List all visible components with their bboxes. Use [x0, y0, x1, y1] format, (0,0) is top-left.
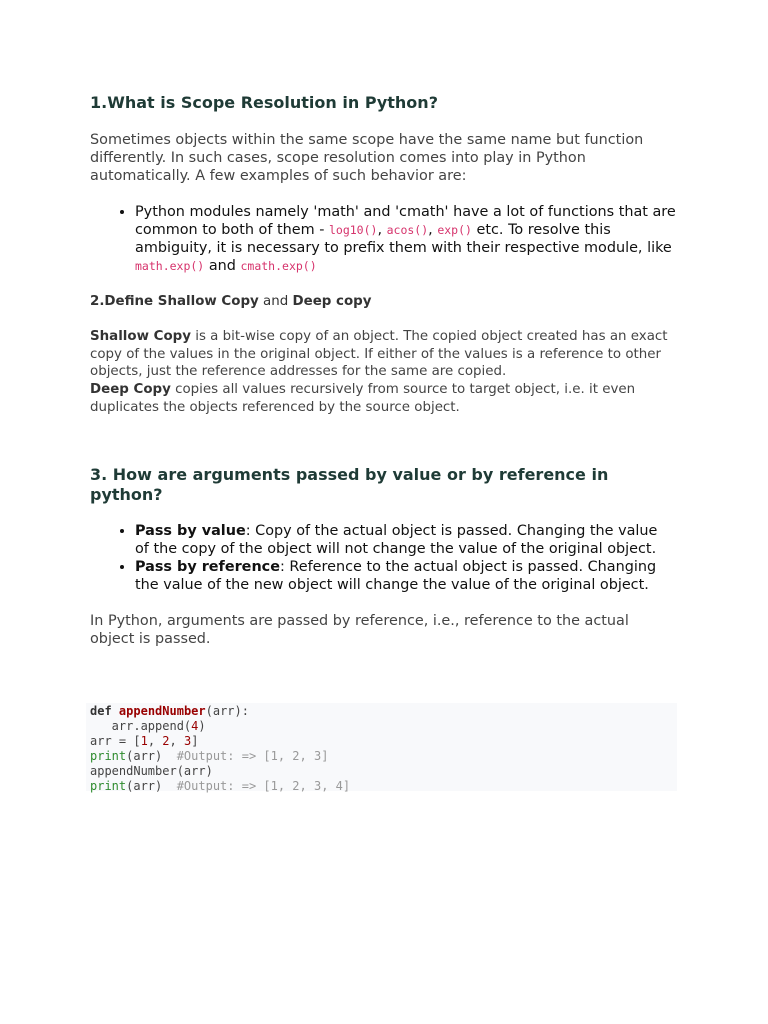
list-item [135, 522, 670, 558]
bullet-list [90, 203, 685, 275]
code-text: , [147, 733, 163, 748]
text: 2.Define Shallow Copy [90, 294, 259, 309]
intro-paragraph: Sometimes objects within the same scope have the same name but function differently. In such cases, scope resolution comes into play in Python automatically. A few examples of such behavior are: [90, 132, 644, 184]
code-text: (arr) [126, 778, 177, 793]
number: 1 [140, 733, 148, 748]
code-text: ] [191, 733, 199, 748]
keyword: def [90, 704, 112, 718]
inline-code: exp() [437, 223, 472, 237]
term: Shallow Copy [90, 328, 191, 344]
bullet-list [90, 522, 670, 594]
number: 2 [162, 733, 170, 748]
text: and [204, 258, 241, 274]
builtin: print [90, 778, 127, 793]
code-text: , [169, 733, 184, 748]
outro-paragraph: In Python, arguments are passed by reference, i.e., reference to the actual object is passed. [90, 613, 629, 647]
heading-arguments: 3. How are arguments passed by value or by reference in python? [90, 465, 609, 504]
term: Pass by value [135, 523, 246, 539]
section-copy [90, 293, 685, 417]
inline-code: acos() [386, 223, 429, 237]
text: is a bit-wise copy of an object. The copied object created has an exact copy of the values in the original object. If either of the values is a reference to other objects, just the reference addresses for the same are copied. [90, 328, 668, 380]
term: Pass by reference [135, 559, 280, 575]
text: : Copy of the actual object is passed. Changing the value of the copy of the object will not change the value of the original object. [135, 523, 658, 557]
section-arguments [90, 465, 670, 648]
text: , [377, 222, 387, 238]
text: etc. To resolve this ambiguity, it is necessary to prefix them with their respective module, like [135, 222, 672, 256]
code-text: arr.append( [90, 718, 192, 733]
text: Python modules namely 'math' and 'cmath' have a lot of functions that are common to both of them - [135, 204, 676, 238]
builtin: print [90, 748, 127, 763]
section-scope-resolution [90, 93, 685, 275]
function-name: appendNumber [118, 704, 206, 718]
code-block [86, 703, 677, 791]
inline-code: math.exp() [135, 259, 205, 273]
number: 3 [183, 733, 192, 748]
inline-code: log10() [328, 223, 378, 237]
code-text: (arr): [205, 704, 249, 718]
text: and [258, 294, 293, 309]
inline-code: cmath.exp() [240, 259, 317, 273]
comment: #Output: => [1, 2, 3, 4] [176, 778, 351, 793]
shallow-copy-paragraph [90, 328, 685, 381]
term: Deep Copy [90, 382, 171, 398]
comment: #Output: => [1, 2, 3] [176, 748, 329, 763]
list-item [135, 203, 685, 275]
deep-copy-paragraph [90, 381, 685, 417]
heading-scope-resolution: 1.What is Scope Resolution in Python? [90, 93, 438, 112]
text: Deep copy [292, 294, 372, 309]
heading-copy [90, 293, 685, 311]
text: , [428, 222, 438, 238]
number: 4 [191, 718, 199, 733]
code-text: (arr) [126, 748, 177, 763]
text: : Reference to the actual object is passed. Changing the value of the new object will change the value of the original object. [135, 559, 657, 593]
code-text: appendNumber(arr) [90, 763, 213, 778]
text: copies all values recursively from source to target object, i.e. it even duplicates the objects referenced by the source object. [90, 382, 636, 415]
code-text: arr = [ [90, 733, 141, 748]
code-text: ) [198, 718, 206, 733]
list-item [135, 558, 670, 594]
